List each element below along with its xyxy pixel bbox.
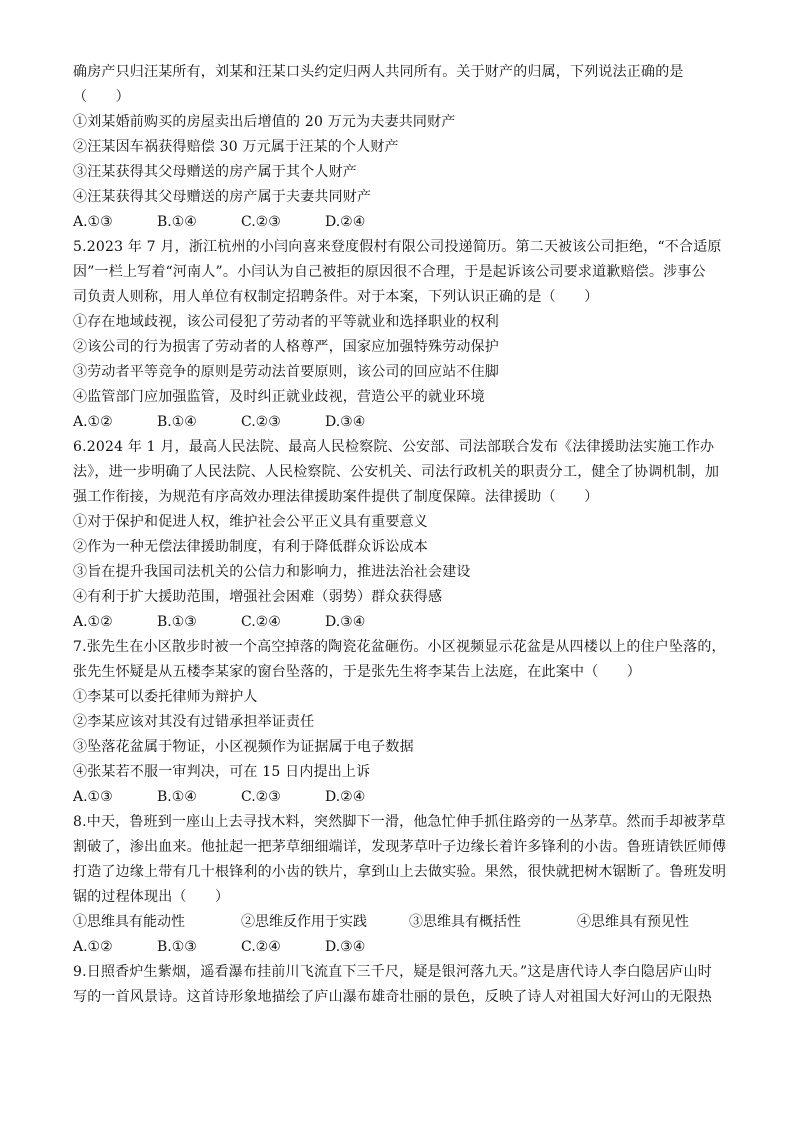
q5-stem-line-3: 司负责人则称，用人单位有权制定招聘条件。对于本案，下列认识正确的是（ ） — [73, 289, 599, 305]
q6-options — [73, 612, 733, 632]
q5-item-1: ①存在地域歧视，该公司侵犯了劳动者的平等就业和选择职业的权利 — [73, 314, 499, 330]
q7-item-4: ④张某若不服一审判决，可在 15 日内提出上诉 — [73, 764, 371, 780]
q4-options — [73, 212, 733, 232]
q8-option-b: B.①③ — [157, 939, 197, 955]
q5-option-c: C.②③ — [241, 414, 281, 430]
q7-stem-line-2: 张先生怀疑是从五楼李某家的窗台坠落的，于是张先生将李某告上法庭，在此案中（ ） — [73, 664, 641, 680]
q9-stem-line-2: 写的一首风景诗。这首诗形象地描绘了庐山瀑布雄奇壮丽的景色，反映了诗人对祖国大好河山的无限热 — [73, 989, 712, 1005]
q5-option-d: D.③④ — [325, 414, 366, 430]
q5-option-a: A.①② — [73, 414, 113, 430]
q4-option-c: C.②③ — [241, 214, 281, 230]
q8-option-d: D.③④ — [325, 939, 366, 955]
q6-option-a: A.①② — [73, 614, 113, 630]
q5-item-3: ③劳动者平等竞争的原则是劳动法首要原则，该公司的回应站不住脚 — [73, 364, 499, 380]
q8-option-a: A.①② — [73, 939, 113, 955]
q6-option-c: C.②④ — [241, 614, 281, 630]
q7-item-2: ②李某应该对其没有过错承担举证责任 — [73, 714, 315, 730]
q7-option-a: A.①③ — [73, 789, 113, 805]
q6-item-4: ④有利于扩大援助范围，增强社会困难（弱势）群众获得感 — [73, 589, 443, 605]
q4-item-4: ④汪某获得其父母赠送的房产属于夫妻共同财产 — [73, 189, 372, 205]
q6-stem-line-2: 法》，进一步明确了人民法院、人民检察院、公安机关、司法行政机关的职责分工，健全了协调机制，加 — [73, 464, 720, 480]
q8-item-2: ②思维反作用于实践 — [241, 914, 367, 930]
q6-item-3: ③旨在提升我国司法机关的公信力和影响力，推进法治社会建设 — [73, 564, 471, 580]
q8-option-c: C.②④ — [241, 939, 281, 955]
q4-item-1: ①刘某婚前购买的房屋卖出后增值的 20 万元为夫妻共同财产 — [73, 114, 456, 130]
q9-stem-line-1: 9.日照香炉生紫烟，遥看瀑布挂前川飞流直下三千尺，疑是银河落九天。”这是唐代诗人李白隐居庐山时 — [73, 964, 712, 980]
q8-options — [73, 937, 733, 957]
q6-option-b: B.①③ — [157, 614, 197, 630]
q4-option-d: D.②④ — [325, 214, 366, 230]
q4-item-3: ③汪某获得其父母赠送的房产属于其个人财产 — [73, 164, 357, 180]
q5-option-b: B.①④ — [157, 414, 197, 430]
q6-option-d: D.③④ — [325, 614, 366, 630]
q5-stem-line-1: 5.2023 年 7 月，浙江杭州的小闫向喜来登度假村有限公司投递简历。第二天被该公司拒绝，“不合适原 — [73, 239, 722, 255]
q8-stem-line-4: 锯的过程体现出（ ） — [73, 889, 230, 905]
q8-item-1: ①思维具有能动性 — [73, 914, 185, 930]
q7-options — [73, 787, 733, 807]
q4-item-2: ②汪某因车祸获得赔偿 30 万元属于汪某的个人财产 — [73, 139, 399, 155]
q8-items — [73, 912, 733, 932]
q5-stem-line-2: 因”一栏上写着“河南人”。小闫认为自己被拒的原因很不合理，于是起诉该公司要求道歉赔偿。涉事公 — [73, 264, 706, 280]
q6-stem-line-1: 6.2024 年 1 月，最高人民法院、最高人民检察院、公安部、司法部联合发布《法律援助法实施工作办 — [73, 439, 715, 455]
q8-stem-line-3: 打造了边缘上带有几十根锋利的小齿的铁片，拿到山上去做实验。果然，很快就把树木锯断了。鲁班发明 — [73, 864, 727, 880]
q8-item-3: ③思维具有概括性 — [409, 914, 521, 930]
q4-option-a: A.①③ — [73, 214, 113, 230]
q4-option-b: B.①④ — [157, 214, 197, 230]
q8-item-4: ④思维具有预见性 — [577, 914, 689, 930]
q8-stem-line-2: 割破了，渗出血来。他扯起一把茅草细细端详，发现茅草叶子边缘长着许多锋利的小齿。鲁班请铁匠师傅 — [73, 839, 727, 855]
q6-stem-line-3: 强工作衔接，为规范有序高效办理法律援助案件提供了制度保障。法律援助（ ） — [73, 489, 599, 505]
q7-option-c: C.②③ — [241, 789, 281, 805]
q7-option-d: D.②④ — [325, 789, 366, 805]
q4-stem-line-1: 确房产只归汪某所有，刘某和汪某口头约定归两人共同所有。关于财产的归属，下列说法正确的是 — [73, 64, 684, 80]
q5-options — [73, 412, 733, 432]
q7-option-b: B.①④ — [157, 789, 197, 805]
q4-answer-bracket: （ ） — [73, 89, 130, 105]
q7-item-3: ③坠落花盆属于物证，小区视频作为证据属于电子数据 — [73, 739, 414, 755]
q7-stem-line-1: 7.张先生在小区散步时被一个高空掉落的陶瓷花盆砸伤。小区视频显示花盆是从四楼以上的住户坠落的， — [73, 639, 726, 655]
q6-item-1: ①对于保护和促进人权，维护社会公平正义具有重要意义 — [73, 514, 428, 530]
q5-item-4: ④监管部门应加强监管，及时纠正就业歧视，营造公平的就业环境 — [73, 389, 485, 405]
q7-item-1: ①李某可以委托律师为辩护人 — [73, 689, 258, 705]
q5-item-2: ②该公司的行为损害了劳动者的人格尊严，国家应加强特殊劳动保护 — [73, 339, 499, 355]
q8-stem-line-1: 8.中天，鲁班到一座山上去寻找木料，突然脚下一滑，他急忙伸手抓住路旁的一丛茅草。然而手却被茅草 — [73, 814, 726, 830]
q6-item-2: ②作为一种无偿法律援助制度，有利于降低群众诉讼成本 — [73, 539, 428, 555]
